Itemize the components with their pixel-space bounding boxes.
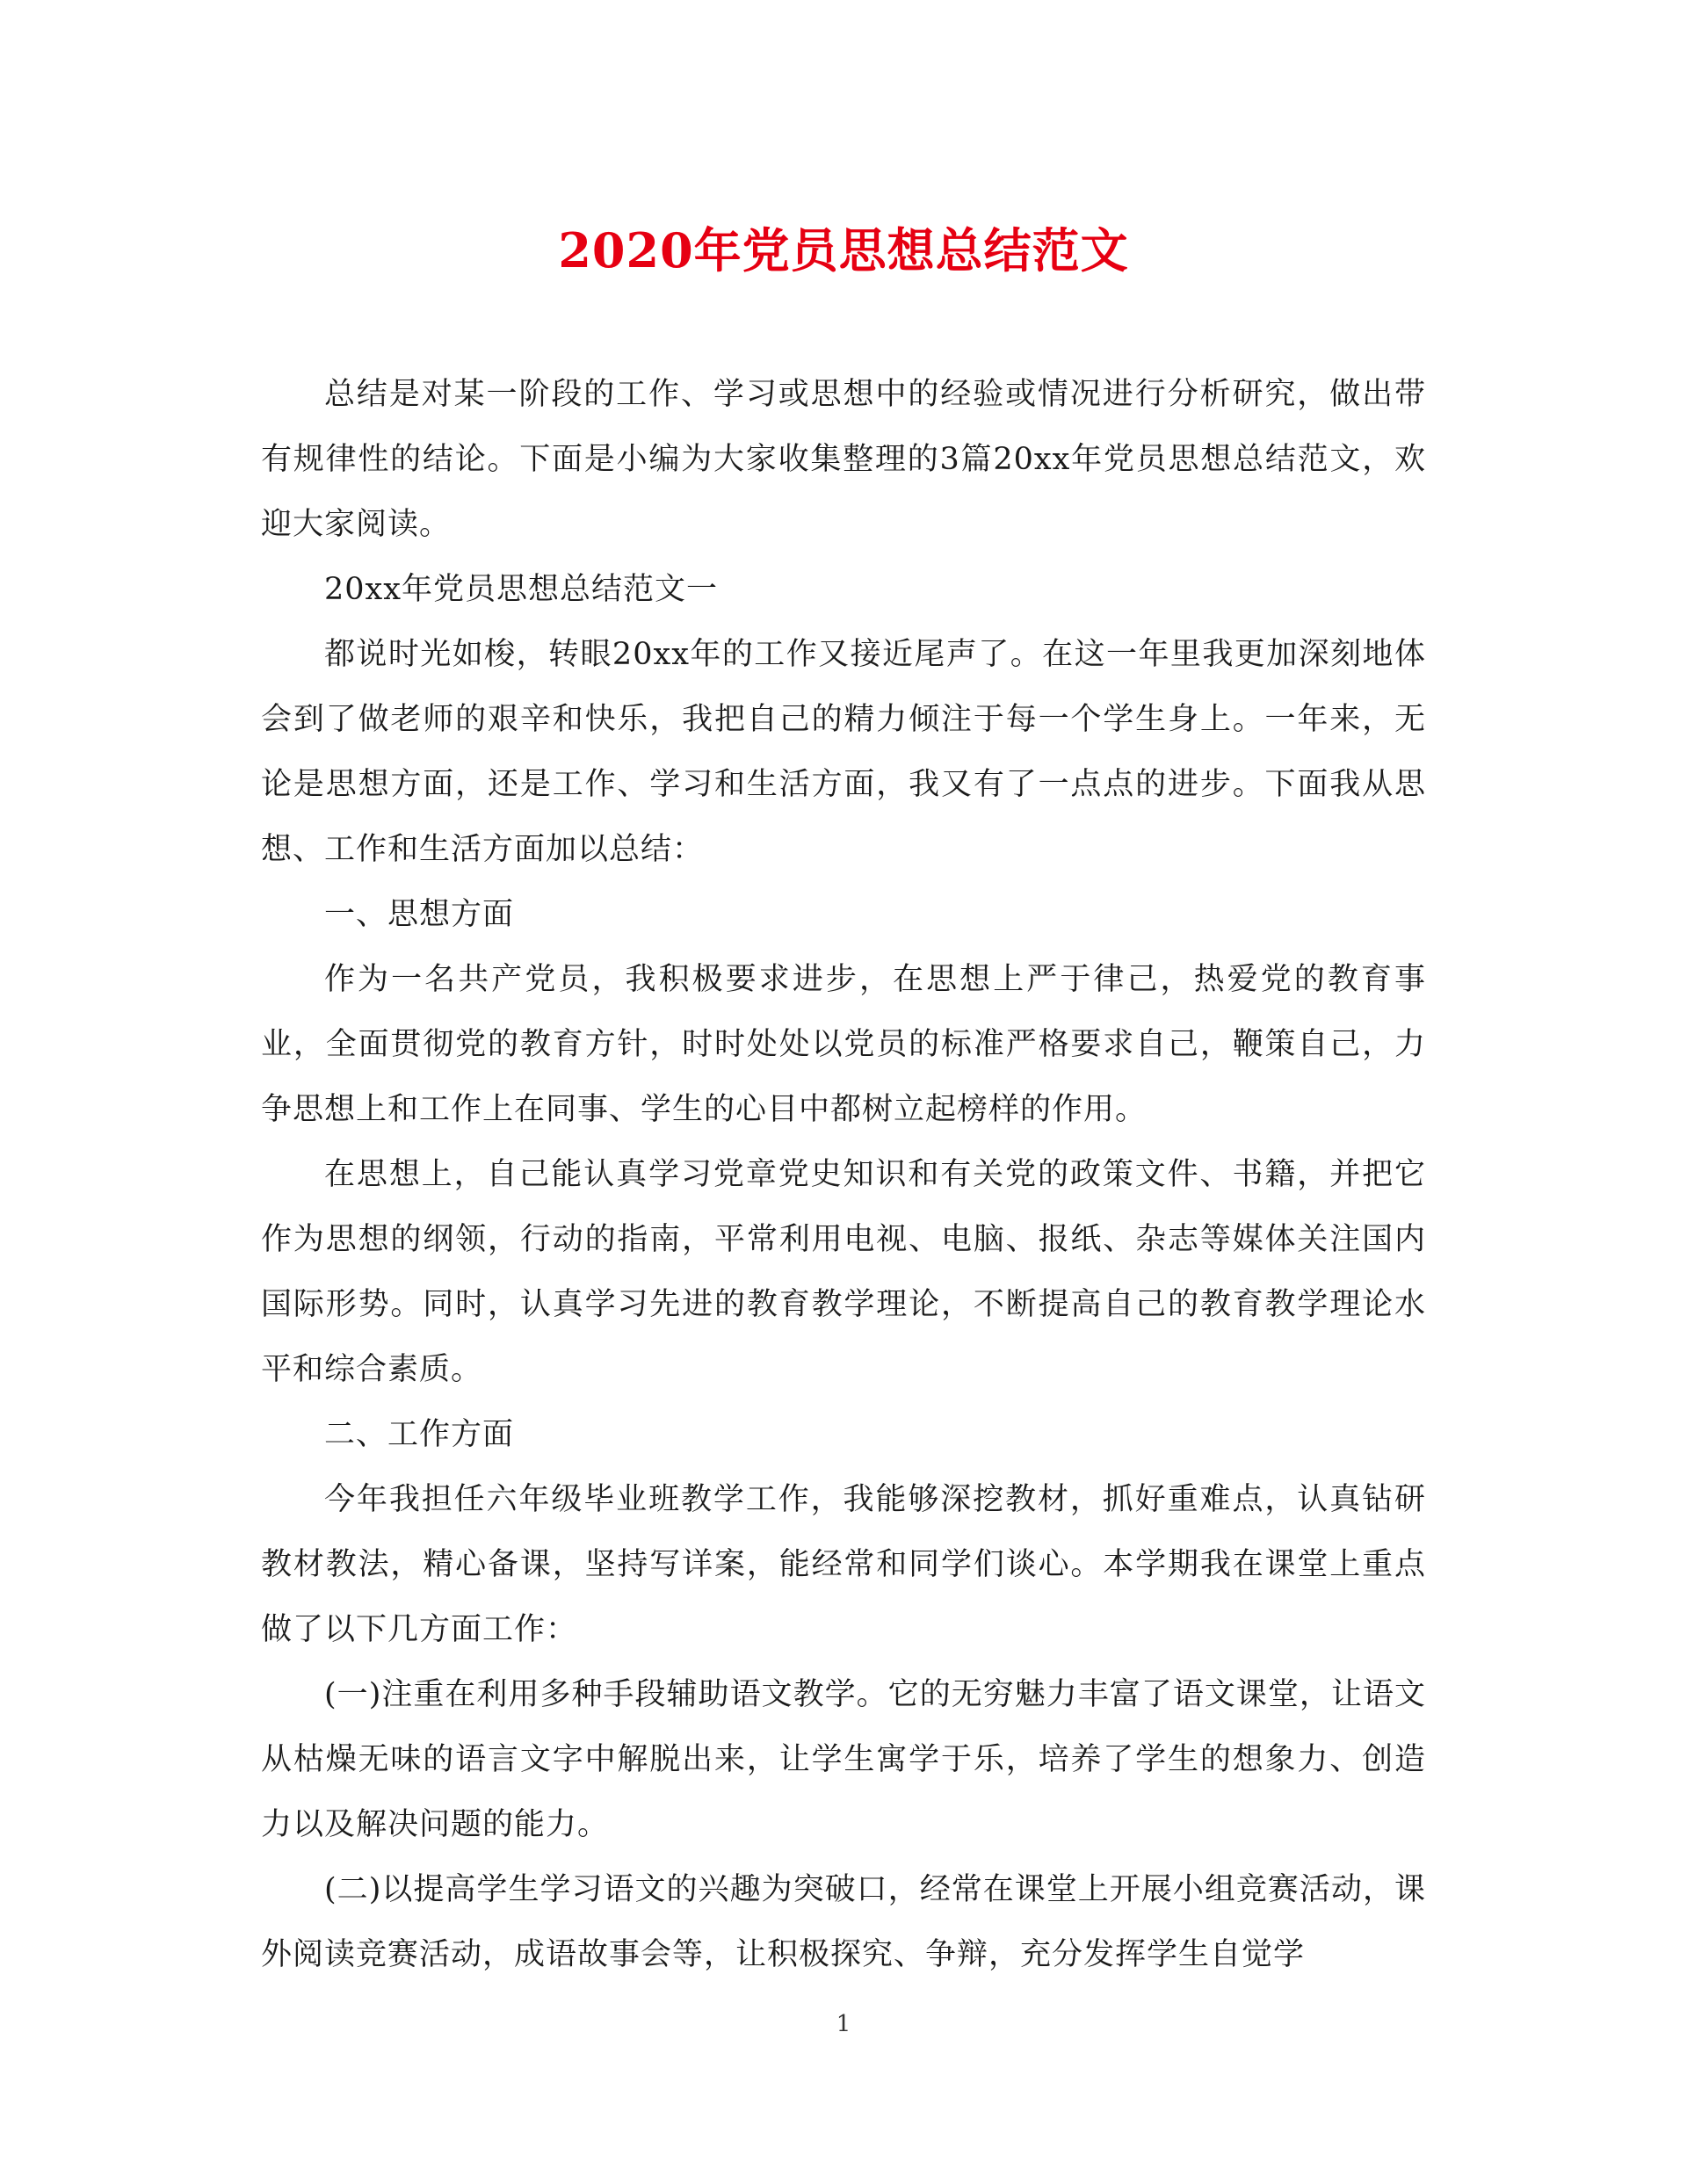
document-body xyxy=(261,362,1426,1987)
section-heading-1: 20xx年党员思想总结范文一 xyxy=(324,572,719,607)
document-title: 2020年党员思想总结范文 xyxy=(558,222,1129,278)
body-paragraph: 在思想上，自己能认真学习党章党史知识和有关党的政策文件、书籍，并把它作为思想的纲领，行动的指南，平常利用电视、电脑、报纸、杂志等媒体关注国内国际形势。同时，认真学习先进的教育教学理论，不断提高自己的教育教学理论水平和综合素质。 xyxy=(261,1157,1426,1387)
subheading-work: 二、工作方面 xyxy=(324,1417,515,1452)
subheading-thought: 一、思想方面 xyxy=(324,897,515,932)
body-paragraph: 都说时光如梭，转眼20xx年的工作又接近尾声了。在这一年里我更加深刻地体会到了做老师的艰辛和快乐，我把自己的精力倾注于每一个学生身上。一年来，无论是思想方面，还是工作、学习和生活方面，我又有了一点点的进步。下面我从思想、工作和生活方面加以总结： xyxy=(261,637,1426,867)
body-paragraph: 作为一名共产党员，我积极要求进步，在思想上严于律己，热爱党的教育事业，全面贯彻党的教育方针，时时处处以党员的标准严格要求自己，鞭策自己，力争思想上和工作上在同事、学生的心目中都树立起榜样的作用。 xyxy=(261,962,1426,1127)
page-number: 1 xyxy=(836,2011,851,2037)
body-paragraph: 今年我担任六年级毕业班教学工作，我能够深挖教材，抓好重难点，认真钻研教材教法，精心备课，坚持写详案，能经常和同学们谈心。本学期我在课堂上重点做了以下几方面工作： xyxy=(261,1482,1426,1647)
body-paragraph: (二)以提高学生学习语文的兴趣为突破口，经常在课堂上开展小组竞赛活动，课外阅读竞赛活动，成语故事会等，让积极探究、争辩，充分发挥学生自觉学 xyxy=(261,1872,1426,1972)
intro-paragraph: 总结是对某一阶段的工作、学习或思想中的经验或情况进行分析研究，做出带有规律性的结论。下面是小编为大家收集整理的3篇20xx年党员思想总结范文，欢迎大家阅读。 xyxy=(261,377,1426,542)
body-paragraph: (一)注重在利用多种手段辅助语文教学。它的无穷魅力丰富了语文课堂，让语文从枯燥无味的语言文字中解脱出来，让学生寓学于乐，培养了学生的想象力、创造力以及解决问题的能力。 xyxy=(261,1677,1426,1842)
